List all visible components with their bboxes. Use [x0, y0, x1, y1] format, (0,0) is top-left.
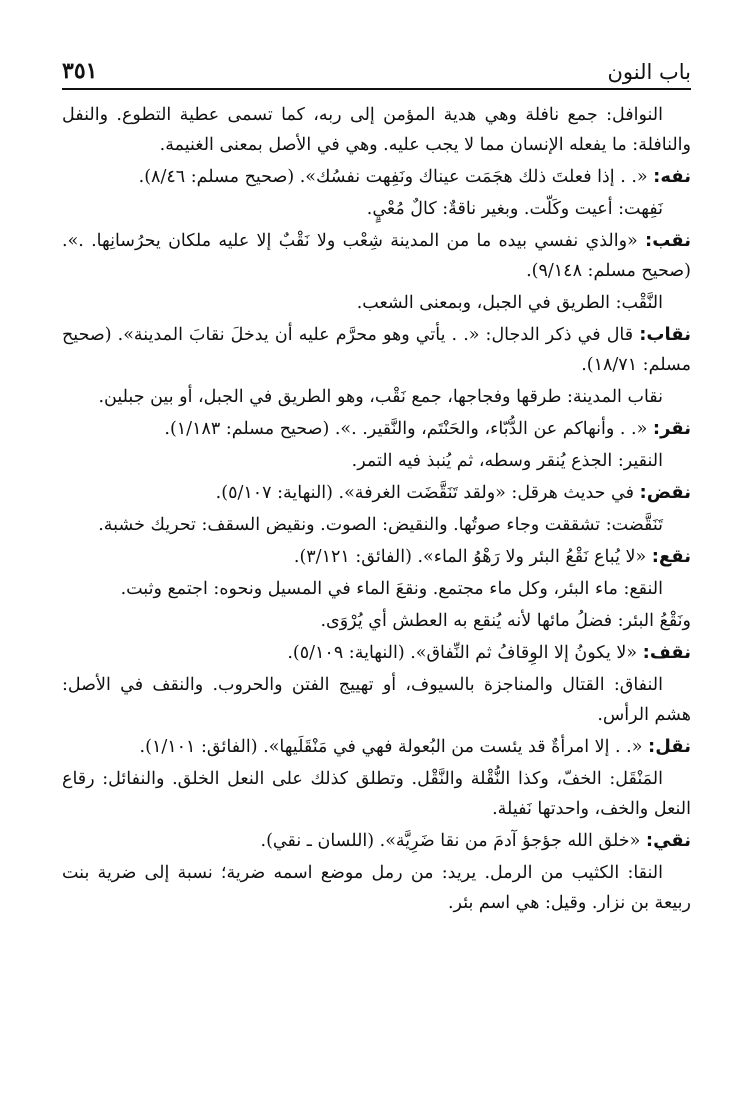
entry-gloss: النقع: ماء البئر، وكل ماء مجتمع. ونقعَ الماء في المسيل ونحوه: اجتمع وثبت. [120, 579, 663, 599]
dictionary-entry [62, 478, 691, 508]
entry-gloss: تَنَقَّضت: تشققت وجاء صوتُها. والنقيض: الصوت. ونقيض السقف: تحريك خشبة. [98, 515, 663, 535]
entry-gloss: النوافل: جمع نافلة وهي هدية المؤمن إلى ربه، كما تسمى عطية التطوع. والنفل والنافلة: ما يفعله الإنسان مما لا يجب عليه. وهي في الأصل بمعنى الغنيمة. [62, 105, 691, 155]
entry-citation: «خلق الله جؤجؤ آدمَ من نقا ضَرِيَّة». (اللسان ـ نقي). [260, 831, 646, 851]
entry-citation: في حديث هرقل: «ولقد تَنَقَّضَت الغرفة». (النهاية: ٥/١٠٧). [215, 483, 640, 503]
entry-citation: «لا يكونُ إلا الوِقافُ ثم النِّفاق». (النهاية: ٥/١٠٩). [287, 643, 643, 663]
entry-gloss: المَنْقَل: الخفّ، وكذا النُّقْلة والنَّقْل. وتطلق كذلك على النعل الخلق. والنفائل: رقاع النعل والخف، واحدتها نَفيلة. [62, 769, 691, 819]
page-number: ٣٥١ [62, 58, 98, 84]
dictionary-entry [62, 162, 691, 192]
entry-gloss: النقير: الجذع يُنقر وسطه، ثم يُنبذ فيه التمر. [351, 451, 663, 471]
entry-headword: نقل: [648, 736, 691, 757]
entry-gloss: النَّقْب: الطريق في الجبل، وبمعنى الشعب. [356, 293, 663, 313]
dictionary-entry [62, 732, 691, 762]
dictionary-entry [62, 414, 691, 444]
entry-headword: نقر: [652, 418, 691, 439]
entry-headword: نقاب: [639, 324, 691, 345]
page-header [62, 52, 691, 90]
entry-headword: نقي: [645, 830, 691, 851]
entry-citation: «. . وأنهاكم عن الدُّبّاء، والحَنْتَم، والنَّقير. .». (صحيح مسلم: ١/١٨٣). [164, 419, 653, 439]
dictionary-entry [62, 638, 691, 668]
entry-citation: «. . إلا امرأةٌ قد يئست من البُعولة فهي في مَنْقَلَيها». (الفائق: ١/١٠١). [139, 737, 649, 757]
entry-headword: نقع: [651, 546, 691, 567]
entry-gloss: النفاق: القتال والمناجزة بالسيوف، أو تهييج الفتن والحروب. والنقف في الأصل: هشم الرأس. [62, 675, 691, 725]
entry-citation: «والذي نفسي بيده ما من المدينة شِعْب ولا نَقْبٌ إلا عليه ملكان يحرُسانِها. .». (صحيح مسلم: ٩/١٤٨). [62, 231, 691, 281]
dictionary-entry [62, 542, 691, 572]
gloss-continuation: ونَقْعُ البئر: فضلُ مائها لأنه يُنقع به العطش أي يُرْوَى. [320, 611, 691, 631]
dictionary-entry [62, 226, 691, 286]
entry-gloss: النقا: الكثيب من الرمل. يريد: من رمل موضع اسمه ضرية؛ نسبة إلى ضرية بنت ربيعة بن نزار. وقيل: هي اسم بئر. [62, 863, 691, 913]
dictionary-entry [62, 320, 691, 380]
entry-headword: نقض: [639, 482, 691, 503]
entry-citation: قال في ذكر الدجال: «. . يأتي وهو محرَّم عليه أن يدخلَ نقابَ المدينة». (صحيح مسلم: ١٨/٧١). [62, 325, 691, 375]
entry-gloss: نَفِهت: أعيت وكَلّت. وبغير ناقةٌ: كالٌ مُعْيٍ. [366, 199, 663, 219]
entry-gloss: نقاب المدينة: طرقها وفجاجها، جمع نَقْب، وهو الطريق في الجبل، أو بين جبلين. [98, 387, 663, 407]
page-body [62, 100, 691, 920]
entry-headword: نقف: [642, 642, 691, 663]
dictionary-entry [62, 826, 691, 856]
entry-headword: نقب: [645, 230, 691, 251]
entry-citation: «. . إذا فعلتَ ذلك هجَمَت عيناك ونَفِهت نفسُك». (صحيح مسلم: ٨/٤٦). [138, 167, 654, 187]
entry-headword: نفه: [653, 166, 691, 187]
section-title: باب النون [607, 60, 691, 84]
entry-citation: «لا يُباع نَقْعُ البئر ولا رَهْوُ الماء». (الفائق: ٣/١٢١). [293, 547, 652, 567]
